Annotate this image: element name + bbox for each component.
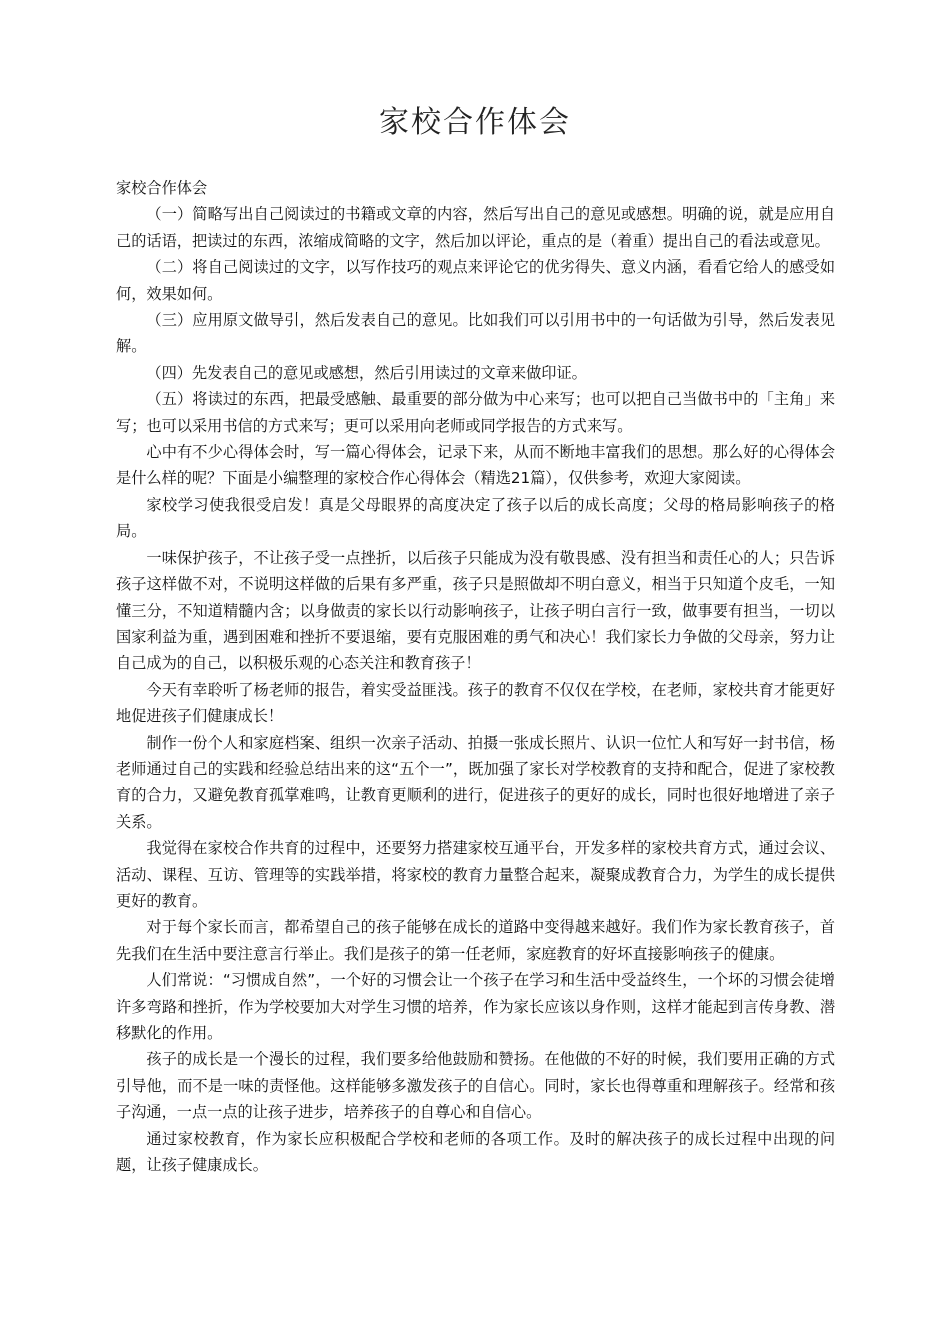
- paragraph: （五）将读过的东西，把最受感触、最重要的部分做为中心来写；也可以把自己当做书中的「主角」来写；也可以采用书信的方式来写；更可以采用向老师或同学报告的方式来写。: [116, 390, 835, 435]
- paragraph: （一）简略写出自己阅读过的书籍或文章的内容，然后写出自己的意见或感想。明确的说，就是应用自己的话语，把读过的东西，浓缩成简略的文字，然后加以评论，重点的是（着重）提出自己的看法或意见。: [116, 205, 835, 250]
- paragraph: 制作一份个人和家庭档案、组织一次亲子活动、拍摄一张成长照片、认识一位忙人和写好一封书信，杨老师通过自己的实践和经验总结出来的这“五个一”，既加强了家长对学校教育的支持和配合，促进了家校教育的合力，又避免教育孤掌难鸣，让教育更顺利的进行，促进孩子的更好的成长，同时也很好地增进了亲子关系。: [116, 733, 835, 831]
- paragraph: 我觉得在家校合作共育的过程中，还要努力搭建家校互通平台，开发多样的家校共育方式，通过会议、活动、课程、互访、管理等的实践举措，将家校的教育力量整合起来，凝聚成教育合力，为学生的成长提供更好的教育。: [116, 839, 835, 910]
- paragraph: 心中有不少心得体会时，写一篇心得体会，记录下来，从而不断地丰富我们的思想。那么好的心得体会是什么样的呢？下面是小编整理的家校合作心得体会（精选21篇），仅供参考，欢迎大家阅读。: [116, 443, 835, 488]
- paragraph: （三）应用原文做导引，然后发表自己的意见。比如我们可以引用书中的一句话做为引导，然后发表见解。: [116, 311, 835, 356]
- paragraph: 家校学习使我很受启发！真是父母眼界的高度决定了孩子以后的成长高度；父母的格局影响孩子的格局。: [116, 495, 835, 541]
- paragraph: 一味保护孩子，不让孩子受一点挫折，以后孩子只能成为没有敬畏感、没有担当和责任心的人；只告诉孩子这样做不对，不说明这样做的后果有多严重，孩子只是照做却不明白意义，相当于只知道个皮毛，一知懂三分，不知道精髓内含；以身做责的家长以行动影响孩子，让孩子明白言行一致，做事要有担当，一切以国家利益为重，遇到困难和挫折不要退缩，要有克服困难的勇气和决心！我们家长力争做的父母亲，努力让自己成为的自己，以积极乐观的心态关注和教育孩子！: [116, 548, 835, 673]
- paragraph: 今天有幸聆听了杨老师的报告，着实受益匪浅。孩子的教育不仅仅在学校，在老师，家校共育才能更好地促进孩子们健康成长！: [116, 680, 835, 726]
- paragraph-subtitle: 家校合作体会: [116, 179, 208, 197]
- paragraph: 对于每个家长而言，都希望自己的孩子能够在成长的道路中变得越来越好。我们作为家长教育孩子，首先我们在生活中要注意言行举止。我们是孩子的第一任老师，家庭教育的好坏直接影响孩子的健康。: [116, 918, 835, 963]
- paragraph: 孩子的成长是一个漫长的过程，我们要多给他鼓励和赞扬。在他做的不好的时候，我们要用正确的方式引导他，而不是一味的责怪他。这样能够多激发孩子的自信心。同时，家长也得尊重和理解孩子。经常和孩子沟通，一点一点的让孩子进步，培养孩子的自尊心和自信心。: [116, 1050, 835, 1122]
- document-body: [116, 175, 835, 1178]
- document-title: 家校合作体会: [379, 105, 571, 140]
- paragraph: （四）先发表自己的意见或感想，然后引用读过的文章来做印证。: [146, 363, 587, 382]
- paragraph: （二）将自己阅读过的文字，以写作技巧的观点来评论它的优劣得失、意义内涵，看看它给人的感受如何，效果如何。: [116, 258, 835, 303]
- paragraph: 通过家校教育，作为家长应积极配合学校和老师的各项工作。及时的解决孩子的成长过程中出现的问题，让孩子健康成长。: [116, 1129, 835, 1175]
- paragraph: 人们常说：“习惯成自然”，一个好的习惯会让一个孩子在学习和生活中受益终生，一个坏的习惯会徒增许多弯路和挫折，作为学校要加大对学生习惯的培养，作为家长应该以身作则，这样才能起到言传身教、潜移默化的作用。: [116, 971, 835, 1042]
